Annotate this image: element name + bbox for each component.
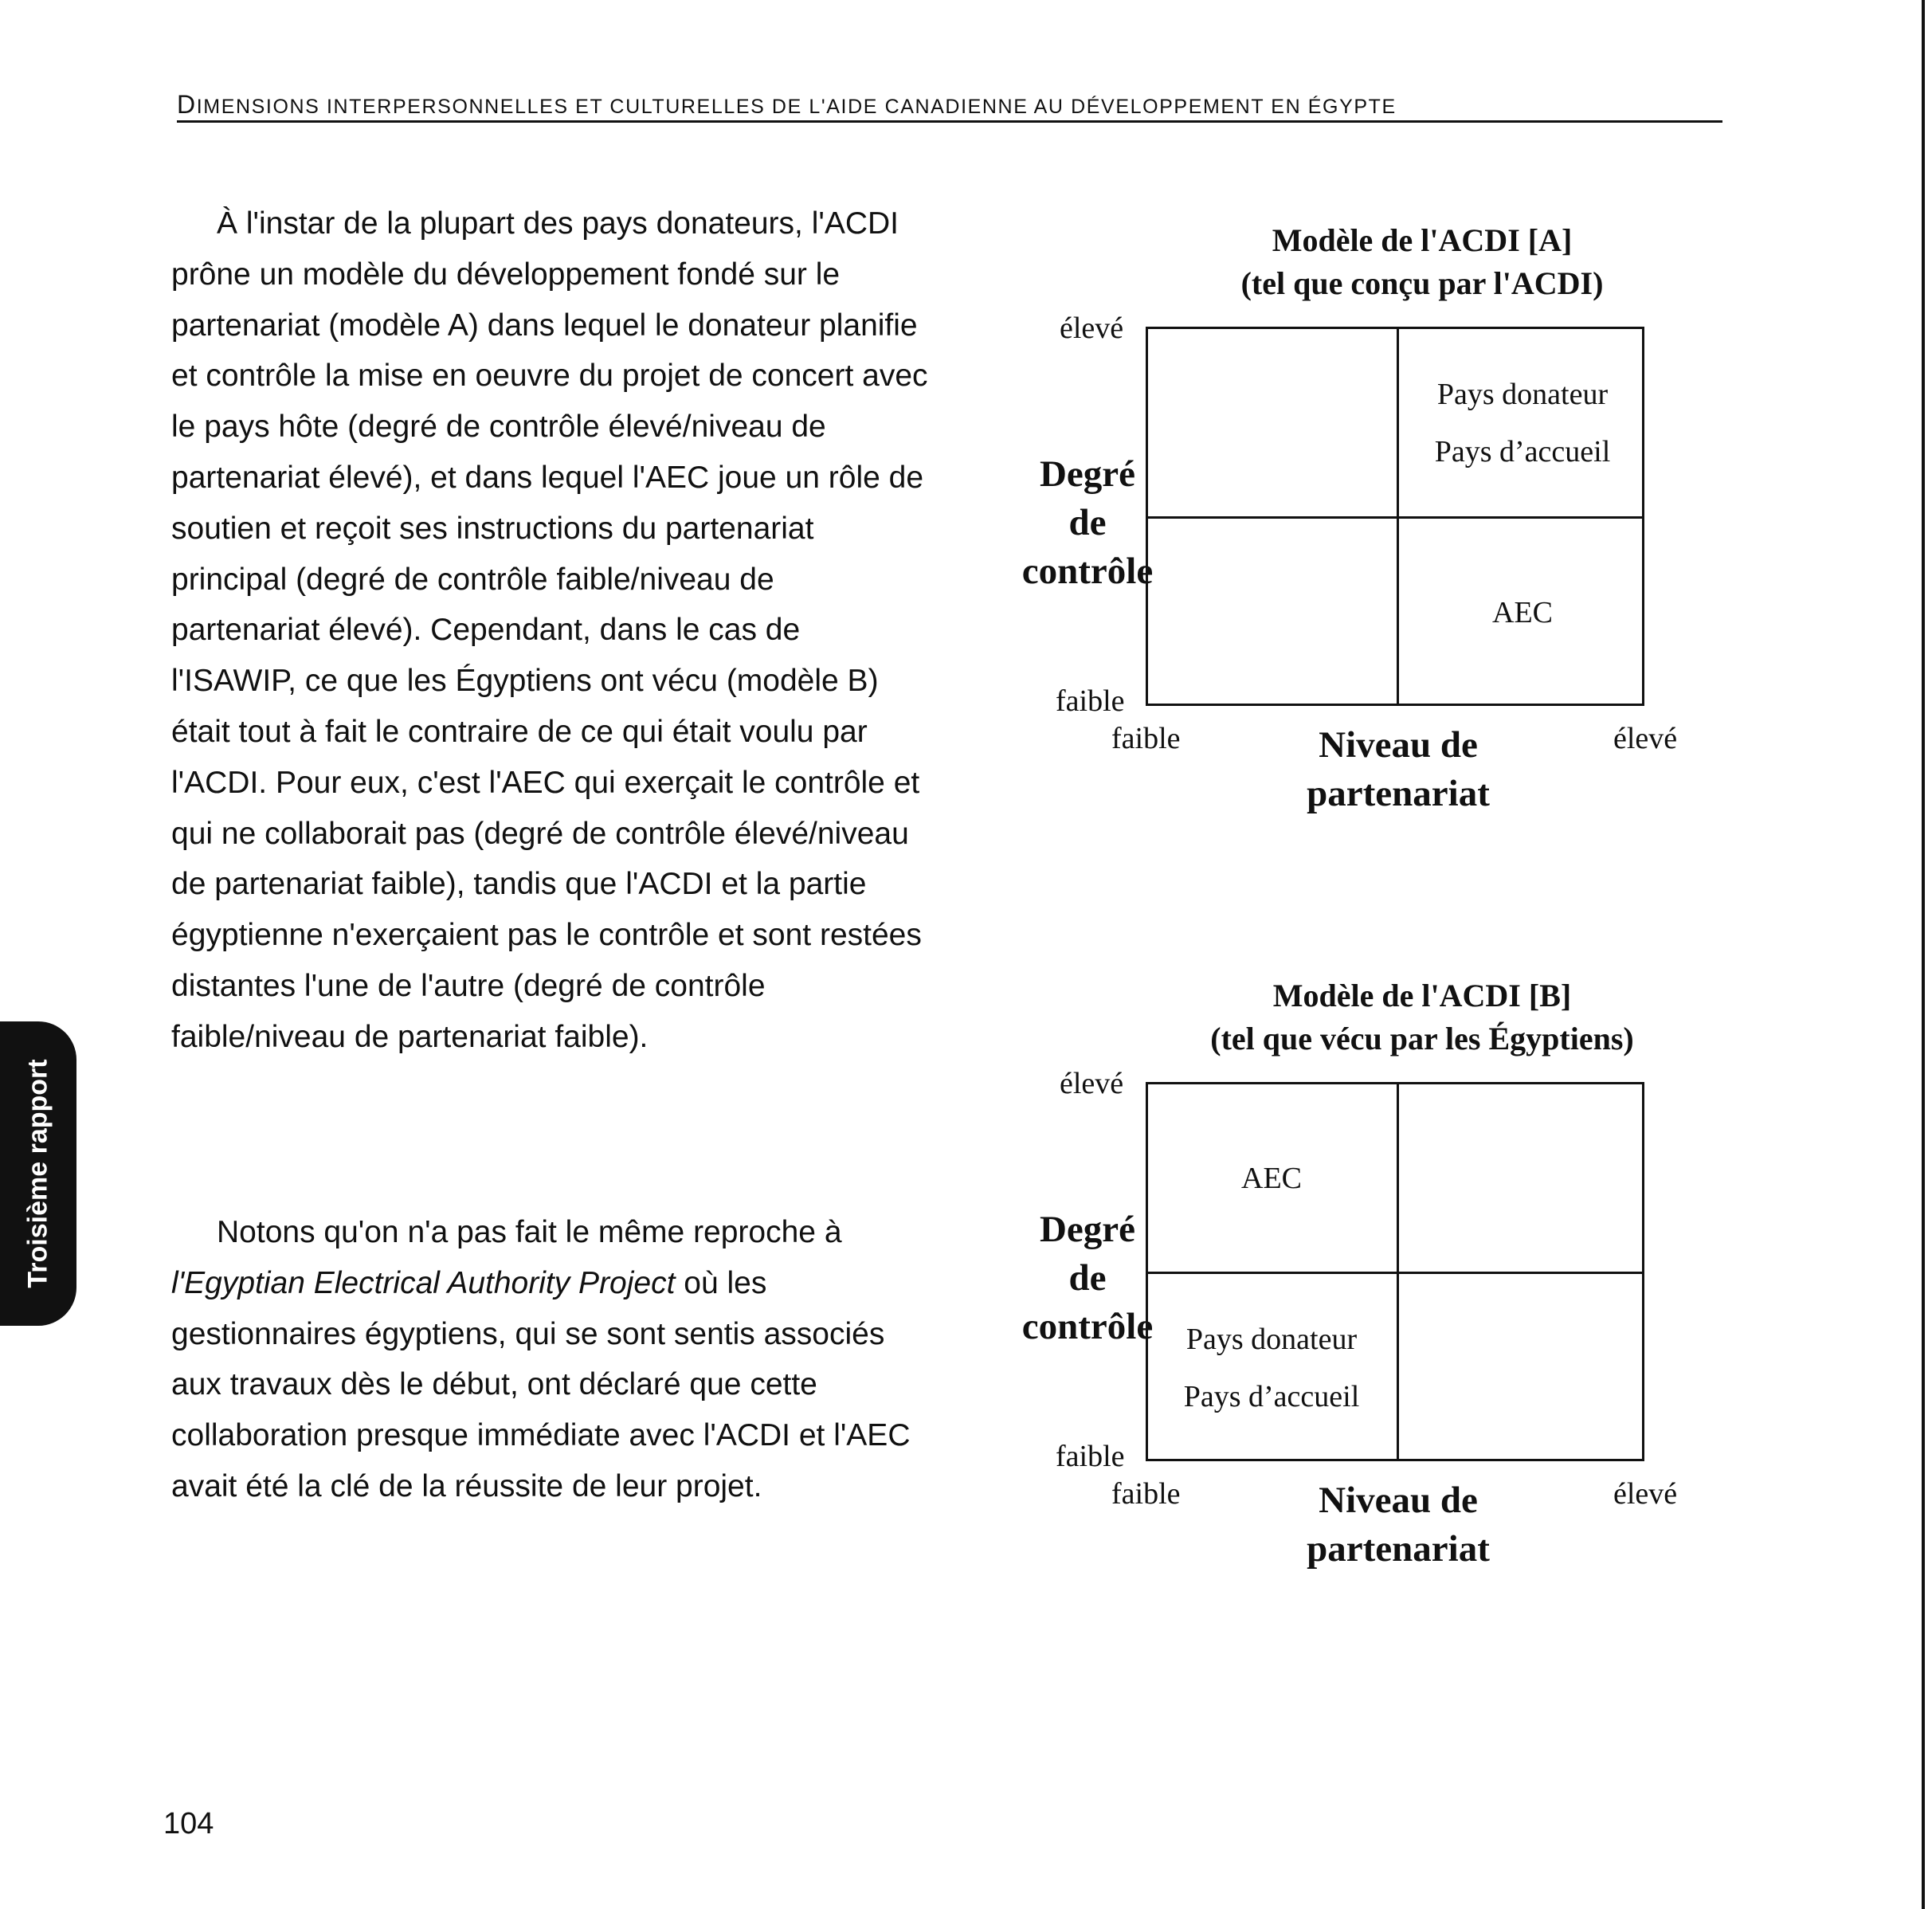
chart-a-subtitle: (tel que conçu par l'ACDI)	[1240, 265, 1604, 301]
chart-a-quadrant-grid	[1146, 327, 1644, 706]
chart-b-cell-high-control-low-partnership	[1148, 1084, 1395, 1272]
chart-b-cell-label: AEC	[1241, 1161, 1302, 1195]
chart-b-quadrant-grid	[1146, 1082, 1644, 1461]
header-rule	[177, 120, 1722, 123]
chart-a-y-label-line: Degré	[1039, 453, 1136, 495]
chart-a-x-tick-high: élevé	[1613, 722, 1678, 755]
page-number: 104	[163, 1807, 214, 1840]
chart-b-x-label-line: Niveau de	[1319, 1480, 1478, 1521]
chart-model-b	[956, 970, 1769, 1608]
chart-a-cell-label: Pays d’accueil	[1434, 434, 1611, 468]
page-edge-rule	[1922, 0, 1925, 1909]
chart-a-y-tick-high: élevé	[1060, 312, 1124, 345]
chart-b-cell-low-control-high-partnership	[1399, 1274, 1646, 1461]
chart-a-x-label-line: Niveau de	[1319, 724, 1478, 766]
side-tab-label: Troisième rapport	[22, 1059, 53, 1288]
chart-model-a	[956, 215, 1769, 853]
chart-a-cell-high-control-low-partnership	[1148, 329, 1395, 516]
chart-a-cell-label: Pays donateur	[1436, 377, 1609, 411]
chart-b-y-label-line: Degré	[1039, 1209, 1136, 1250]
chart-b-title: Modèle de l'ACDI [B]	[1272, 978, 1572, 1013]
chart-b-y-label-line: de	[1068, 1257, 1107, 1299]
paragraph-2	[171, 1207, 928, 1512]
paragraph-1	[171, 198, 928, 1063]
chart-a-x-axis-label	[1259, 721, 1538, 818]
chart-b-cell-high-control-high-partnership	[1399, 1084, 1646, 1272]
chart-b-cell-label: Pays d’accueil	[1183, 1379, 1360, 1413]
paragraph-2-after: où les gestionnaires égyptiens, qui se sont sentis associés aux travaux dès le début, ont déclaré que cette collaboration presque immédiate avec l'ACDI et l'AEC avait été la clé de la réussite de leur projet.	[171, 1265, 911, 1503]
chart-b-x-tick-low: faible	[1111, 1477, 1181, 1511]
chart-a-y-label-line: contrôle	[1021, 551, 1154, 592]
chart-b-subtitle: (tel que vécu par les Égyptiens)	[1210, 1021, 1634, 1056]
section-side-tab	[0, 1021, 76, 1326]
chart-b-cell-label: Pays donateur	[1185, 1322, 1358, 1356]
chart-b-x-axis-label	[1259, 1476, 1538, 1574]
chart-a-x-tick-low: faible	[1111, 722, 1181, 755]
chart-a-x-label-line: partenariat	[1307, 773, 1490, 814]
chart-a-cell-low-control-high-partnership	[1399, 519, 1646, 706]
chart-b-cell-low-control-low-partnership	[1148, 1274, 1395, 1461]
chart-a-y-label-line: de	[1068, 502, 1107, 543]
chart-b-x-tick-high: élevé	[1613, 1477, 1678, 1511]
paragraph-1-text: À l'instar de la plupart des pays donateurs, l'ACDI prône un modèle du développement fondé sur le partenariat (modèle A) dans lequel le donateur planifie et contrôle la mise en oeuvre du projet de concert avec le pays hôte (degré de contrôle élevé/niveau de partenariat élevé), et dans lequel l'AEC joue un rôle de soutien et reçoit ses instructions du partenariat principal (degré de contrôle faible/niveau de partenariat élevé). Cependant, dans le cas de l'ISAWIP, ce que les Égyptiens ont vécu (modèle B) était tout à fait le contraire de ce qui était voulu par l'ACDI. Pour eux, c'est l'AEC qui exerçait le contrôle et qui ne collaborait pas (degré de contrôle élevé/niveau de partenariat faible), tandis que l'ACDI et la partie égyptienne n'exerçaient pas le contrôle et sont restées distantes l'une de l'autre (degré de contrôle faible/niveau de partenariat faible).	[171, 206, 928, 1054]
chart-b-y-tick-high: élevé	[1060, 1067, 1124, 1100]
paragraph-2-text	[171, 1207, 928, 1512]
chart-a-y-tick-low: faible	[1056, 684, 1125, 718]
paragraph-2-project-title: l'Egyptian Electrical Authority Project	[171, 1265, 676, 1300]
chart-a-title: Modèle de l'ACDI [A]	[1272, 222, 1573, 258]
chart-a-cell-high-control-high-partnership	[1399, 329, 1646, 516]
chart-a-cell-label: AEC	[1492, 595, 1553, 629]
paragraph-2-before: Notons qu'on n'a pas fait le même reproche à	[217, 1215, 842, 1249]
chart-a-cell-low-control-low-partnership	[1148, 519, 1395, 706]
chart-b-x-label-line: partenariat	[1307, 1528, 1490, 1570]
chart-b-y-tick-low: faible	[1056, 1440, 1125, 1473]
chart-b-y-label-line: contrôle	[1021, 1306, 1154, 1347]
running-header: DIMENSIONS INTERPERSONNELLES ET CULTURELLES DE L'AIDE CANADIENNE AU DÉVELOPPEMENT EN ÉGYPTE	[177, 90, 1397, 119]
